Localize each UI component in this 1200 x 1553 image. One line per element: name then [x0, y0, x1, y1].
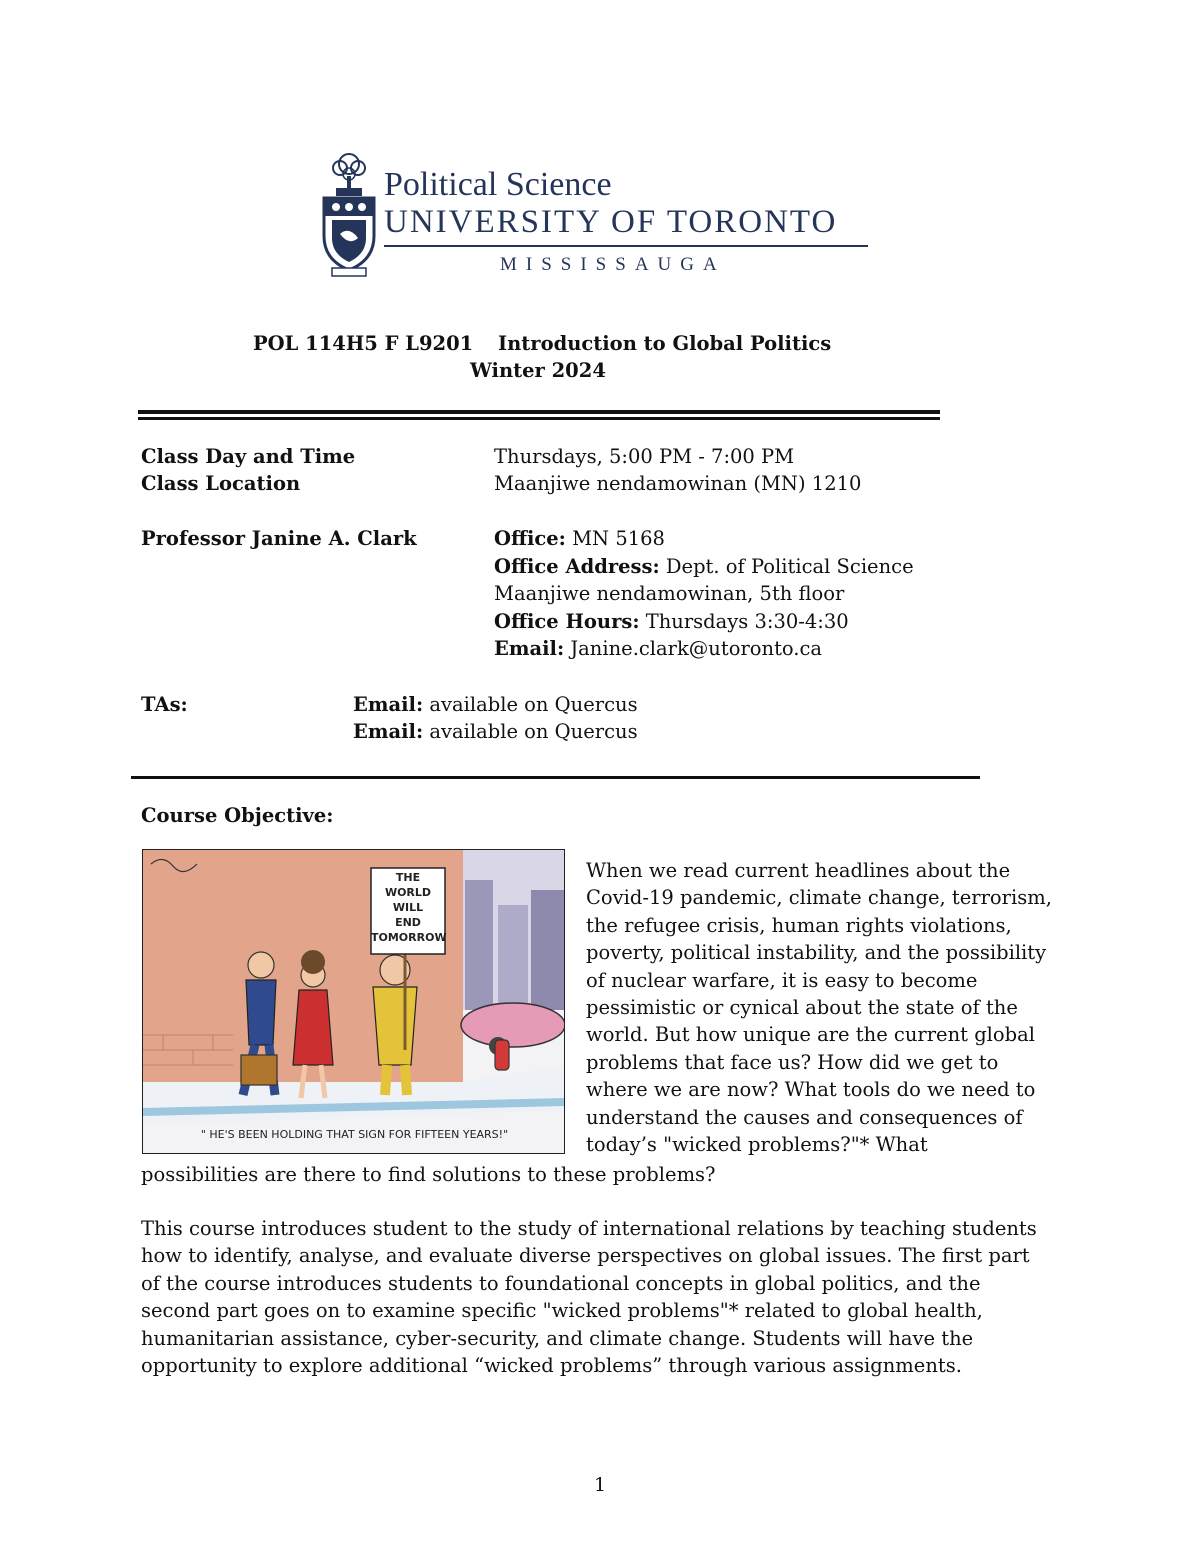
office-label: Office:	[494, 527, 566, 550]
text-line: Covid-19 pandemic, climate change, terrorism,	[586, 886, 1052, 910]
objective-heading: Course Objective:	[141, 804, 334, 827]
logo-campus: MISSISSAUGA	[500, 254, 726, 275]
text-line: of the course introduces students to foundational concepts in global politics, and the	[141, 1271, 981, 1295]
office-address-line2: Maanjiwe nendamowinan, 5th floor	[494, 582, 845, 605]
office-value: MN 5168	[565, 527, 665, 550]
logo-department: Political Science	[384, 166, 612, 203]
ta-email-value: available on Quercus	[423, 693, 638, 716]
class-day-label: Class Day and Time	[141, 445, 356, 468]
professor-name: Professor Janine A. Clark	[141, 527, 417, 550]
text-line: poverty, political instability, and the possibility	[586, 941, 1047, 965]
editorial-cartoon	[142, 849, 565, 1154]
ta-email-value: available on Quercus	[423, 720, 638, 743]
office-address-line	[494, 553, 914, 581]
ta-email-row	[353, 718, 638, 746]
university-logo	[318, 150, 878, 280]
course-title: Introduction to Global Politics	[498, 332, 832, 355]
logo-university: UNIVERSITY OF TORONTO	[384, 204, 838, 240]
sign-line: END	[395, 916, 421, 929]
header-double-rule-top	[138, 410, 940, 414]
sign-line: WORLD	[384, 886, 432, 899]
text-line: opportunity to explore additional “wicked problems” through various assignments.	[141, 1354, 962, 1378]
class-location-label: Class Location	[141, 472, 301, 495]
ta-email-row	[353, 691, 638, 719]
crest-icon	[318, 150, 380, 278]
text-line: where we are now? What tools do we need to	[586, 1078, 1036, 1102]
text-line: pessimistic or cynical about the state of the	[586, 996, 1018, 1020]
text-line: When we read current headlines about the	[586, 859, 1011, 882]
office-line	[494, 525, 665, 553]
ta-email-label: Email:	[353, 693, 424, 716]
text-line: how to identify, analyse, and evaluate diverse perspectives on global issues. The first part	[141, 1244, 1030, 1268]
text-line: second part goes on to examine specific "wicked problems"* related to global health,	[141, 1299, 983, 1323]
office-hours-value: Thursdays 3:30-4:30	[639, 610, 849, 633]
tas-label: TAs:	[141, 693, 188, 716]
cartoon-illustration	[143, 850, 565, 1154]
page-number: 1	[594, 1474, 607, 1496]
email-link[interactable]: Janine.clark@utoronto.ca	[564, 637, 823, 660]
sign-line: WILL	[392, 901, 424, 914]
text-line: problems that face us? How did we get to	[586, 1050, 999, 1074]
email-line	[494, 635, 822, 663]
email-label: Email:	[494, 637, 565, 660]
text-line: of nuclear warfare, it is easy to become	[586, 968, 978, 992]
class-location-value: Maanjiwe nendamowinan (MN) 1210	[494, 472, 862, 495]
office-address-value: Dept. of Political Science	[659, 555, 914, 578]
text-line: possibilities are there to find solutions to these problems?	[141, 1163, 716, 1186]
text-line: understand the causes and consequences of	[586, 1105, 1023, 1129]
sign-line: TOMORROW	[371, 931, 447, 944]
sign-line: THE	[395, 871, 421, 884]
office-address-label: Office Address:	[494, 555, 660, 578]
text-line: today’s "wicked problems?"* What	[586, 1133, 928, 1157]
office-hours-line	[494, 608, 849, 636]
class-day-value: Thursdays, 5:00 PM - 7:00 PM	[494, 445, 795, 468]
logo-divider	[384, 245, 868, 247]
section-rule	[131, 776, 980, 779]
header-double-rule-bottom	[138, 417, 940, 420]
course-term: Winter 2024	[470, 359, 606, 382]
course-code: POL 114H5 F L9201	[253, 332, 474, 355]
text-line: humanitarian assistance, cyber-security, and climate change. Students will have the	[141, 1326, 974, 1350]
text-line: world. But how unique are the current global	[586, 1023, 1035, 1047]
text-line: This course introduces student to the study of international relations by teaching students	[141, 1217, 1037, 1240]
ta-email-label: Email:	[353, 720, 424, 743]
objective-paragraph-2	[141, 1215, 1037, 1379]
text-line: the refugee crisis, human rights violations,	[586, 913, 1012, 937]
cartoon-caption: " HE'S BEEN HOLDING THAT SIGN FOR FIFTEEN YEARS!"	[200, 1128, 509, 1141]
cartoon-sign	[371, 870, 445, 945]
objective-paragraph-1	[586, 857, 1052, 1158]
office-hours-label: Office Hours:	[494, 610, 640, 633]
